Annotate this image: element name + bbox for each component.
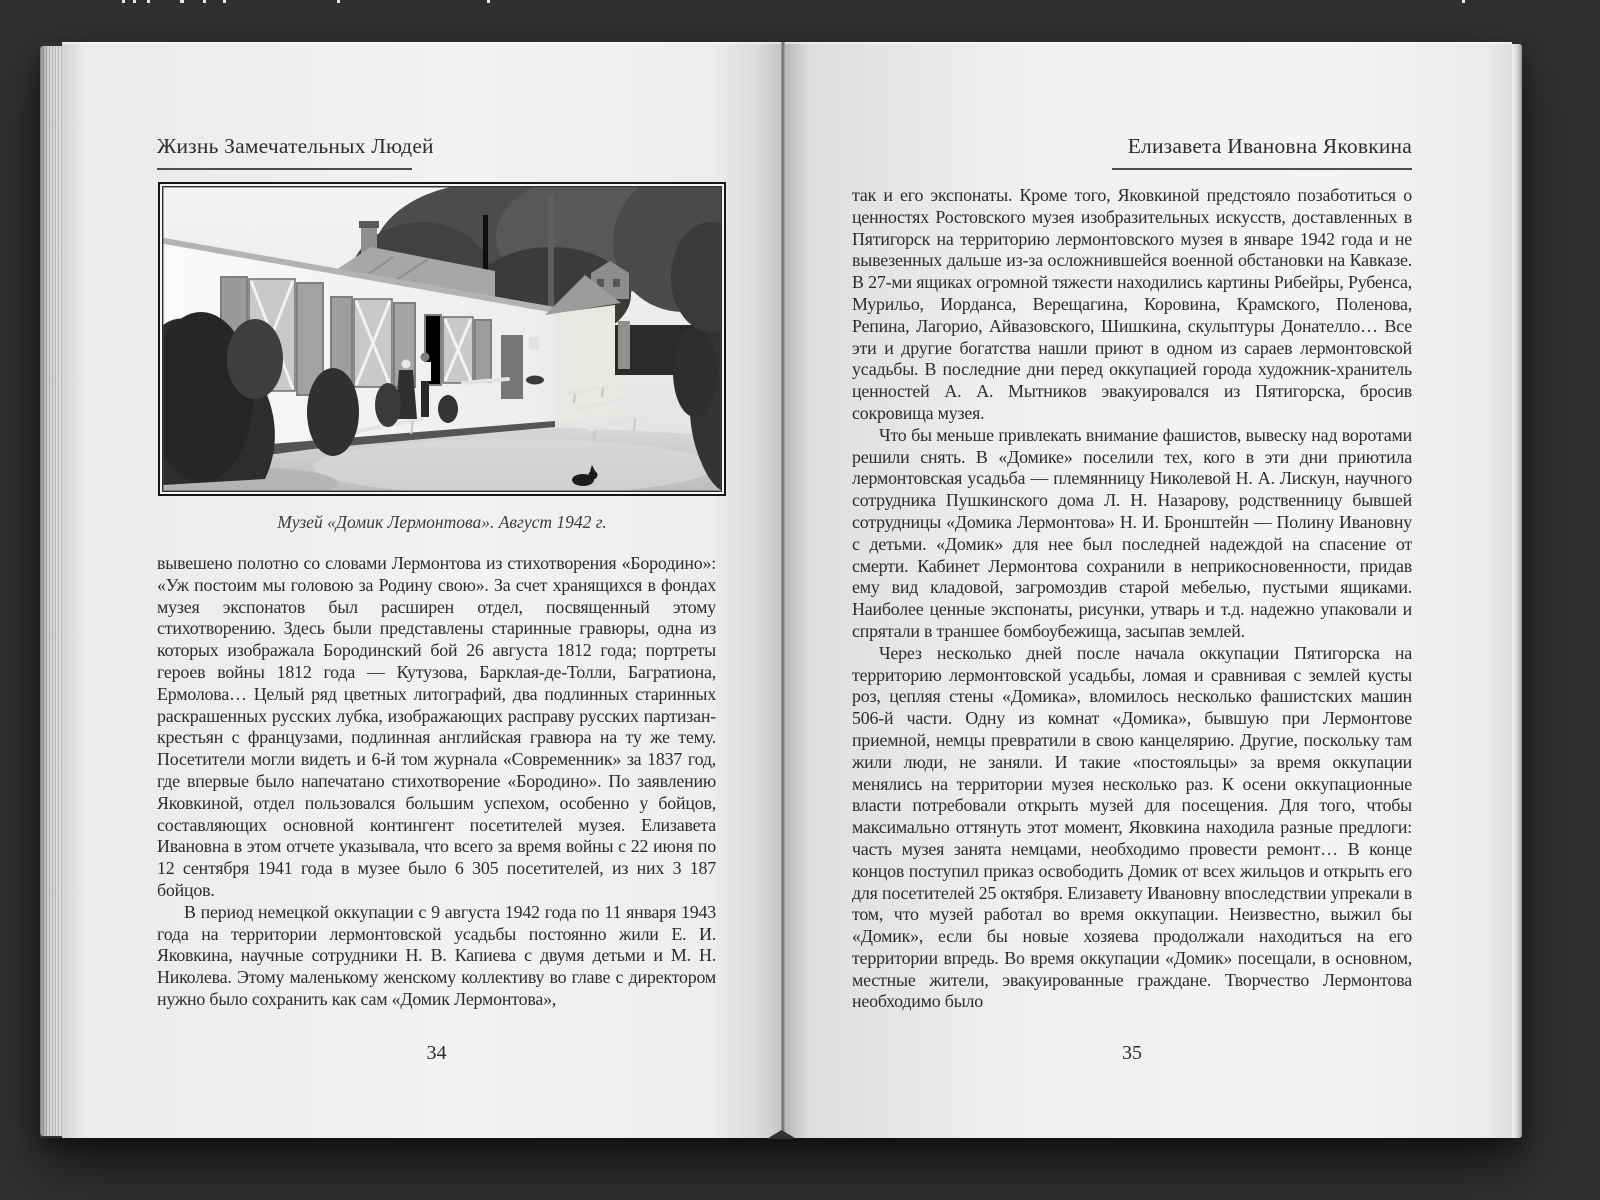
- screen-edge-artifact: [337, 0, 340, 3]
- paragraph: В период немецкой оккупации с 9 августа 1942 года по 11 января 1943 года на территории лермонтовской усадьбы постоянно жили Е. И. Яковкина, научные сотрудники Н. В. Капиева с двумя детьми и М. Н. Николева. Этому маленькому женскому коллективу во главе с директором нужно было сохранить как сам «Домик Лермонтова»,: [157, 901, 716, 1009]
- paragraph: Что бы меньше привлекать внимание фашистов, вывеску над воротами решили снять. В «Домике» поселили тех, кого в эти дни приютила лермонтовская усадьба — племянницу Николевой Н. А. Лискун, научного сотрудника Пушкинского дома Л. Н. Назарову, родственницу бывшей сотрудницы «Домика Лермонтова» Н. И. Бронштейн — Полину Ивановну с детьми. «Домик» для нее был последней надеждой на спасение от смерти. Кабинет Лермонтова сохранили в неприкосновенности, придав ему вид кладовой, загромоздив старой мебелью, пустыми ящиками. Наиболее ценные экспонаты, рисунки, утварь и т.д. надежно упаковали и спрятали в траншее бомбоубежища, засыпав землей.: [852, 424, 1412, 641]
- paragraph: Через несколько дней после начала оккупации Пятигорска на территорию лермонтовской усадьбы, ломая и сравнивая с землей кусты роз, цепляя стены «Домика», вломилось несколько фашистских машин 506-й части. Одну из комнат «Домика», бывшую при Лермонтове приемной, немцы превратили в свою канцелярию. Другие, поскольку там жили люди, не заняли. И такие «постояльцы» за время оккупации менялись на территории музея несколько раз. К осени оккупационные власти потребовали открыть музей для посещения. Для того, чтобы максимально оттянуть этот момент, Яковкина находила разные предлоги: часть музея занята немцами, необходимо провести ремонт… В конце концов поступил приказ освободить Домик от всех жильцов и открыть его для посетителей 25 октября. Елизавету Ивановну впоследствии упрекали в том, что музей работал во время оккупации. Неизвестно, выжил бы «Домик», если бы новые хозяева продолжали находиться на его территории впредь. Во время оккупации «Домик» посещали, в основном, местные жители, эвакуированные граждане. Творчество Лермонтова необходимо было: [852, 642, 1412, 1012]
- page-stack-left-edge: [40, 46, 62, 1136]
- lermontov-house-photo: [163, 187, 721, 491]
- page-number: 34: [426, 1042, 447, 1064]
- photo-caption: Музей «Домик Лермонтова». Август 1942 г.: [277, 512, 607, 532]
- screen-edge-artifact: [1462, 0, 1465, 3]
- page-35: [785, 42, 1512, 1138]
- screen-edge-artifact: [487, 0, 490, 3]
- page-text: [157, 553, 716, 1031]
- page-number: 35: [1122, 1042, 1142, 1064]
- page-stack-right-edge: [1512, 44, 1522, 1138]
- screen-edge-artifact: [203, 0, 206, 3]
- screen-edge-artifact: [180, 0, 184, 3]
- running-head-rule: [1112, 168, 1412, 170]
- running-head-rule: [157, 168, 412, 170]
- photo-frame: [158, 182, 726, 496]
- page-34: [62, 42, 781, 1138]
- screen-edge-artifact: [133, 0, 136, 3]
- screen-edge-artifact: [147, 0, 150, 3]
- screen-edge-artifact: [223, 0, 226, 3]
- running-head-series-title: Жизнь Замечательных Людей: [157, 134, 434, 158]
- screen-edge-artifact: [122, 0, 125, 3]
- book-spread: [40, 42, 1522, 1138]
- paragraph: так и его экспонаты. Кроме того, Яковкиной предстояло позаботиться о ценностях Ростовского музея изобразительных искусств, доставленных в Пятигорск на территорию лермонтовского музея в январе 1942 года и не вывезенных дальше из-за осложнившейся военной обстановки на Кавказе. В 27-ми ящиках огромной тяжести находились картины Рибейры, Рубенса, Мурильо, Иорданса, Верещагина, Коровина, Крамского, Поленова, Репина, Лагорио, Айвазовского, Шишкина, скульптуры Донателло… Все эти и другие богатства нашли приют в одном из сараев лермонтовской усадьбы. В последние дни перед оккупацией города художник-хранитель ценностей А. А. Мытников эвакуировался из Пятигорска, бросив сокровища музея.: [852, 185, 1412, 423]
- running-head-chapter-title: Елизавета Ивановна Яковкина: [1127, 134, 1412, 158]
- paragraph: вывешено полотно со словами Лермонтова из стихотворения «Бородино»: «Уж постоим мы головою за Родину свою». За счет хранящихся в фондах музея экспонатов был расширен отдел, посвященный этому стихотворению. Здесь были представлены старинные гравюры, одна из которых изображала Бородинский бой 26 августа 1812 года; портреты героев войны 1812 года — Кутузова, Барклая-де-Толли, Багратиона, Ермолова… Целый ряд цветных литографий, два подлинных старинных раскрашенных русских лубка, изображающих расправу русских партизан-крестьян с французами, подлинная английская гравюра на ту же тему. Посетители могли видеть и 6-й том журнала «Современник» за 1837 год, где впервые было напечатано стихотворение «Бородино». По заявлению Яковкиной, отдел пользовался большим успехом, особенно у бойцов, составляющих основной контингент посетителей музея. Елизавета Ивановна в этом отчете указывала, что всего за время войны с 22 июня по 12 сентября 1941 года в музее было 6 305 посетителей, из них 3 187 бойцов.: [157, 553, 716, 900]
- page-text: [852, 185, 1412, 1039]
